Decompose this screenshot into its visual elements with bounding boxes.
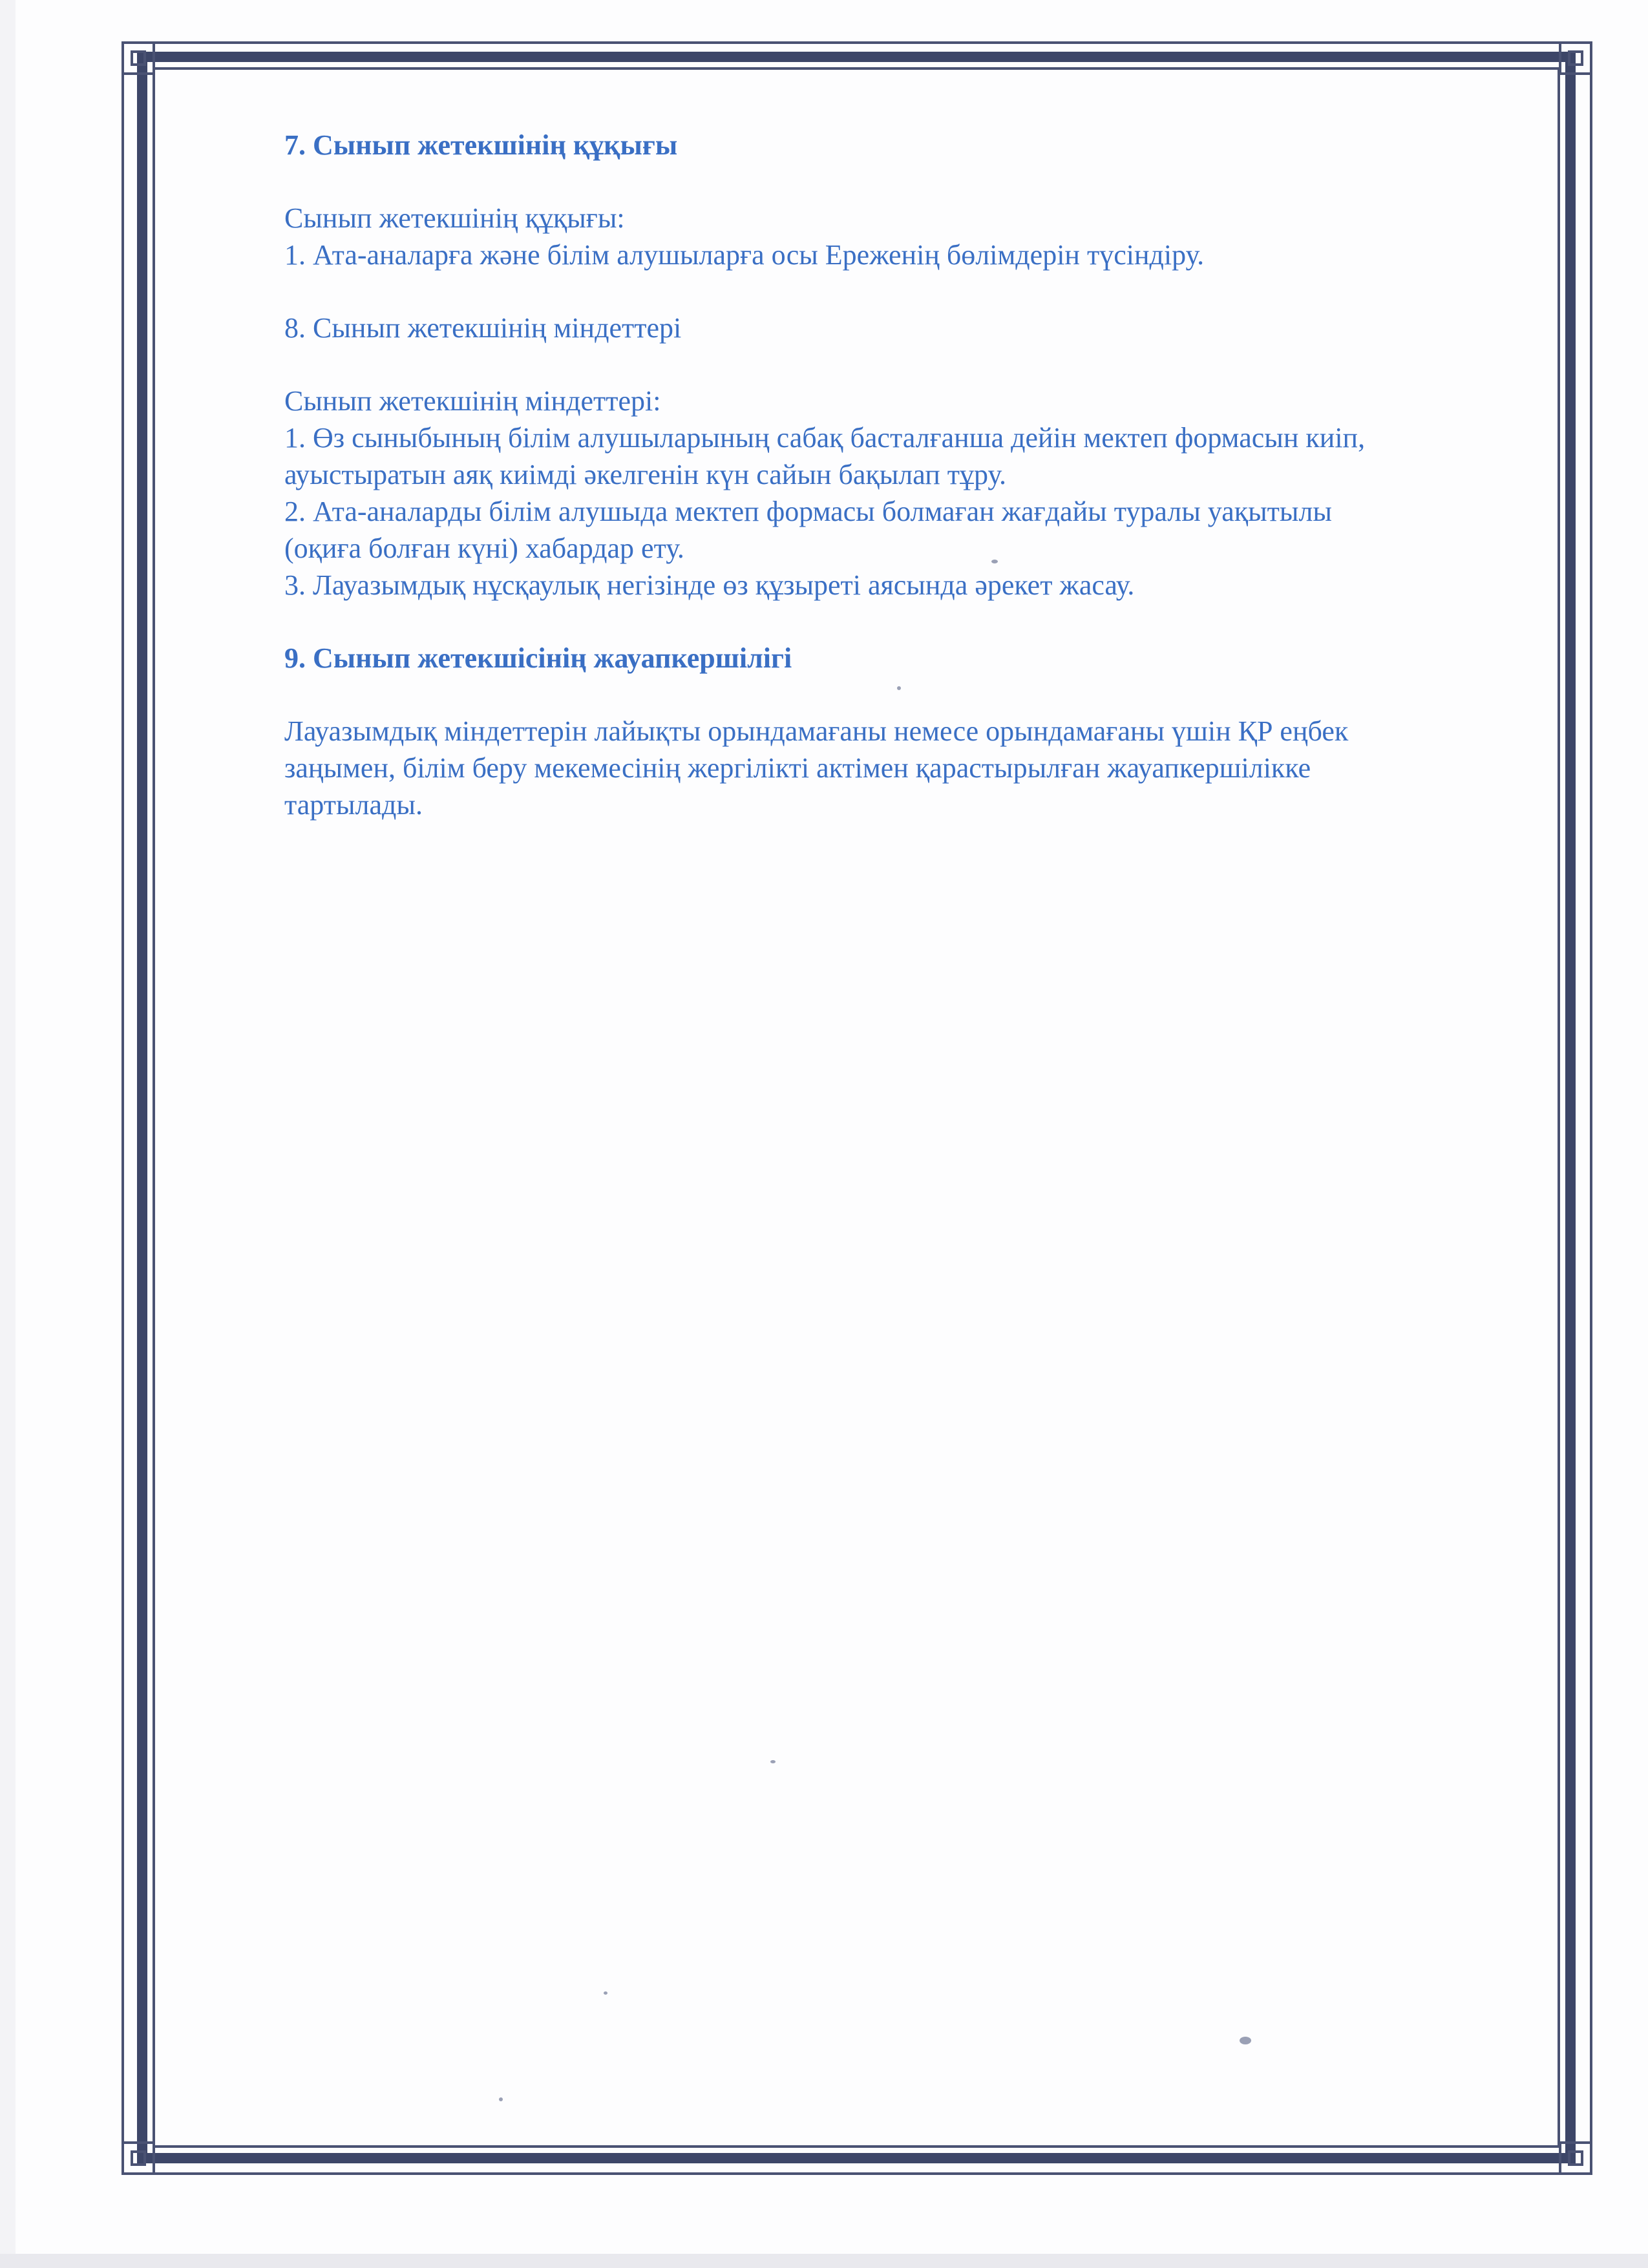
section-9-heading: 9. Сынып жетекшісінің жауапкершілігі — [284, 642, 792, 674]
section-8-intro: Сынып жетекшінің міндеттері: — [284, 385, 661, 417]
border-corner-top-left — [121, 41, 155, 75]
section-7-item: 1. Ата-аналарға және білім алушыларға осы Ереженің бөлімдерін түсіндіру. — [284, 239, 1205, 271]
section-8-item: 2. Ата-аналарды білім алушыда мектеп формасы болмаған жағдайы туралы уақытылы — [284, 496, 1332, 527]
border-corner-top-right — [1559, 41, 1592, 75]
scan-speck — [991, 560, 998, 563]
section-8-item: (оқиға болған күні) хабардар ету. — [284, 532, 684, 564]
scan-speck — [499, 2097, 503, 2101]
section-7-heading: 7. Сынып жетекшінің құқығы — [284, 129, 678, 161]
section-9-line: тартылады. — [284, 789, 423, 821]
scan-speck — [604, 1991, 607, 1995]
scan-edge-left — [0, 0, 16, 2255]
section-8-item: 3. Лауазымдық нұсқаулық негізінде өз құзыреті аясында әрекет жасау. — [284, 569, 1135, 601]
section-9-line: Лауазымдық міндеттерін лайықты орындамағаны немесе орындамағаны үшін ҚР еңбек — [284, 715, 1349, 747]
border-corner-bottom-right — [1559, 2141, 1592, 2175]
section-8-heading: 8. Сынып жетекшінің міндеттері — [284, 312, 682, 344]
border-corner-bottom-left — [121, 2141, 155, 2175]
scan-speck — [1240, 2037, 1251, 2044]
section-8-item: 1. Өз сыныбының білім алушыларының сабақ басталғанша дейін мектеп формасын киіп, — [284, 422, 1366, 454]
section-7-intro: Сынып жетекшінің құқығы: — [284, 202, 625, 234]
scan-speck — [770, 1760, 776, 1763]
scan-speck — [897, 686, 901, 690]
document-body — [284, 127, 1525, 823]
scan-edge-bottom — [0, 2254, 1648, 2268]
section-8-item: ауыстыратын аяқ киімді әкелгенін күн сайын бақылап тұру. — [284, 459, 1006, 490]
section-9-line: заңымен, білім беру мекемесінің жергілікті актімен қарастырылған жауапкершілікке — [284, 752, 1311, 784]
